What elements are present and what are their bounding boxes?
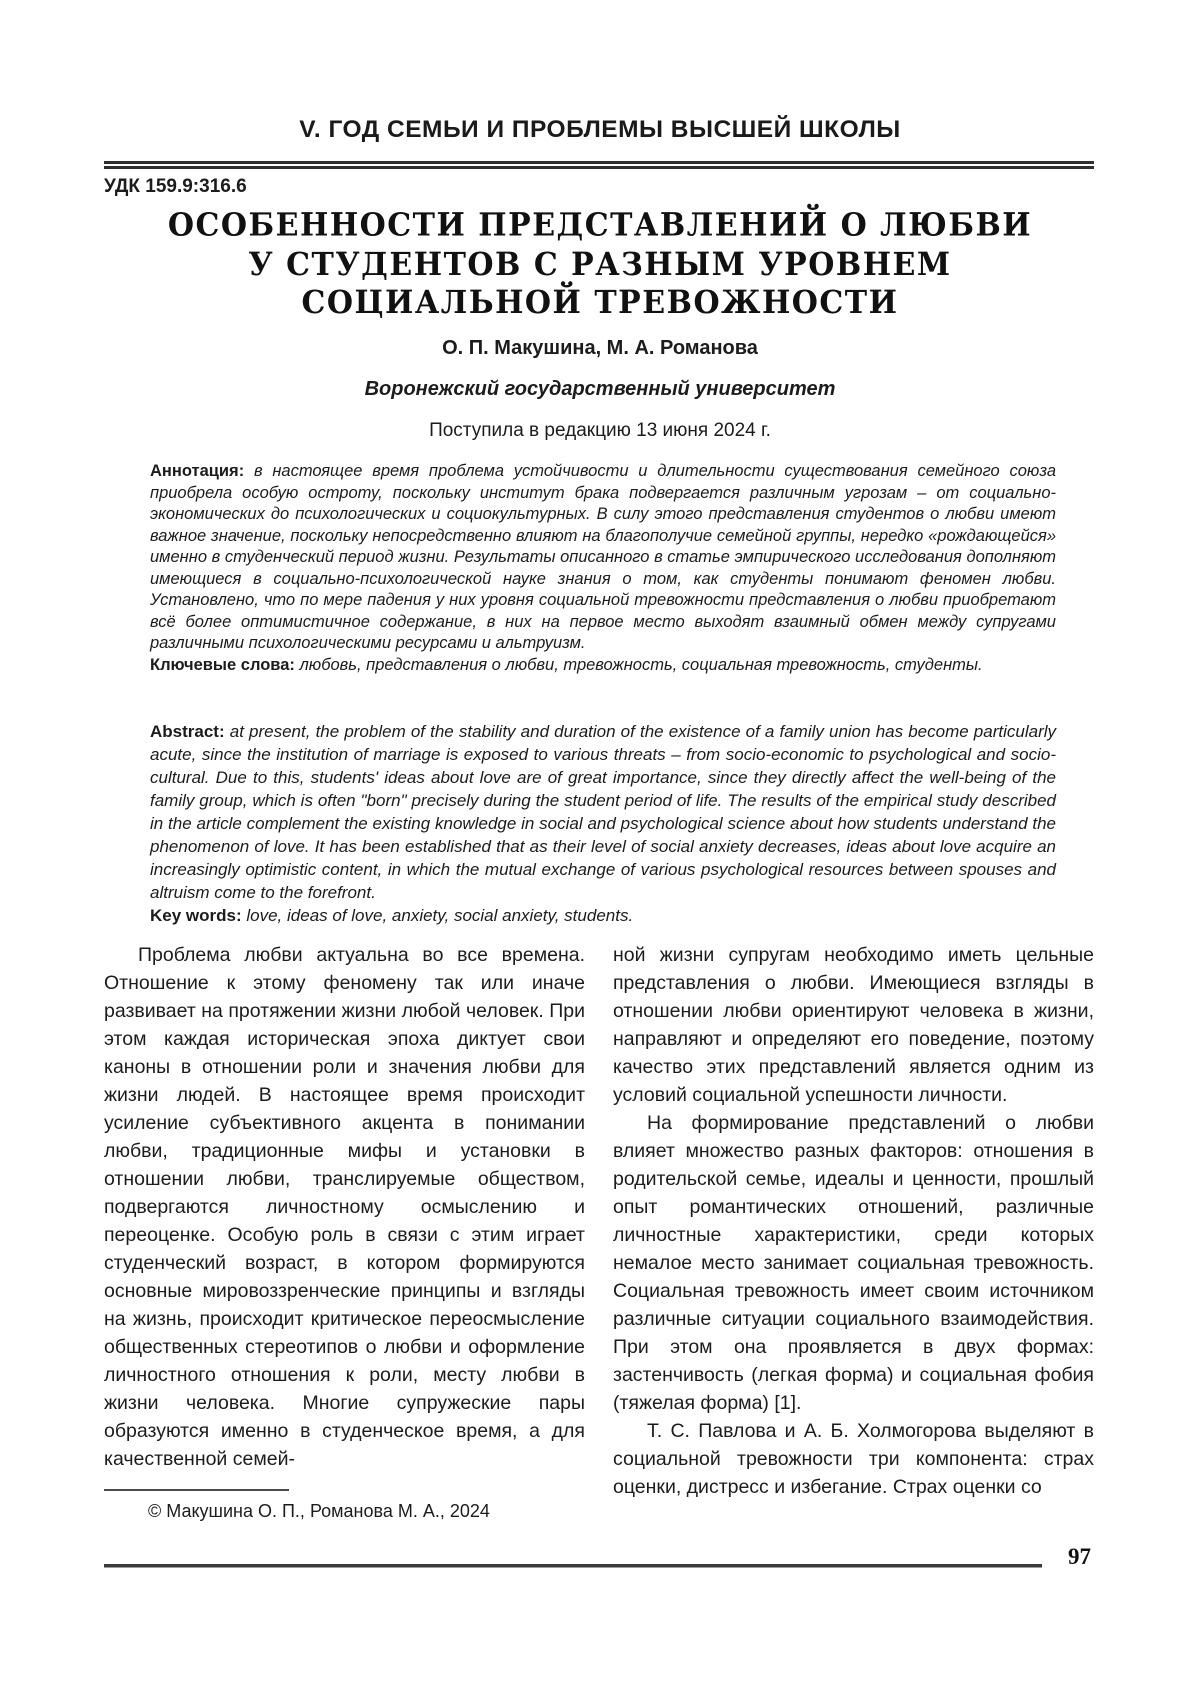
footnote-divider [104,1489,289,1491]
abstract-paragraph [150,720,1056,904]
footer-divider [104,1564,1042,1568]
article-title-line-2: У СТУДЕНТОВ С РАЗНЫМ УРОВНЕМ [248,245,952,283]
header-divider [104,161,1094,169]
udc-code: УДК 159.9:316.6 [104,176,247,197]
body-paragraph: Т. С. Павлова и А. Б. Холмогорова выделяют в социальной тревожности три компонента: страх оценки, дистресс и избегание. Страх оценки со [613,1420,1094,1498]
abstract-block [150,720,1056,927]
right-column [613,941,1094,1566]
annotation-paragraph [150,461,1056,655]
abstract-label: Abstract: [150,722,225,741]
left-column [104,941,585,1566]
key-words-text: love, ideas of love, anxiety, social anxiety, students. [246,906,634,925]
authors-line: О. П. Макушина, М. А. Романова [442,337,758,359]
received-date: Поступила в редакцию 13 июня 2024 г. [429,420,771,441]
annotation-label: Аннотация: [150,462,245,480]
body-paragraph: ной жизни супругам необходимо иметь цельные представления о любви. Имеющиеся взгляды в отношении любви ориентируют человека в жизни, направляют и определяют его поведение, поэтому качество этих представлений является одним из условий социальной успешности личности. [613,944,1094,1106]
keywords-text: любовь, представления о любви, тревожность, социальная тревожность, студенты. [299,655,983,674]
body-paragraph: На формирование представлений о любви влияет множество разных факторов: отношения в родительской семье, идеалы и ценности, прошлый опыт романтических отношений, различные личностные характеристики, среди которых немалое место занимает социальная тревожность. Социальная тревожность имеет своим источником различные ситуации социального взаимодействия. При этом она проявляется в двух формах: застенчивость (легкая форма) и социальная фобия (тяжелая форма) [1]. [613,1112,1094,1414]
key-words-label: Key words: [150,906,242,925]
article-title [0,207,1200,323]
abstract-text: at present, the problem of the stability and duration of the existence of a family union has become particularly acute, since the institution of marriage is exposed to various threats – from socio-economic to psychological and socio-cultural. Due to this, students' ideas about love are of great importance, since they directly affect the well-being of the family group, which is often "born" precisely during the student period of life. The results of the empirical study described in the article complement the existing knowledge in social and psychological science about how students understand the phenomenon of love. It has been established that as their level of social anxiety decreases, ideas about love acquire an increasingly optimistic content, in which the mutual exchange of various psychological resources between spouses and altruism come to the forefront. [150,722,1057,902]
key-words-paragraph [150,904,1056,927]
keywords-label: Ключевые слова: [150,655,295,674]
affiliation-line: Воронежский государственный университет [364,378,836,400]
article-title-line-3: СОЦИАЛЬНОЙ ТРЕВОЖНОСТИ [301,284,899,322]
body-paragraph: Проблема любви актуальна во все времена. Отношение к этому феномену так или иначе развивает на протяжении жизни любой человек. При этом каждая историческая эпоха диктует свои каноны в отношении роли и значения любви для жизни людей. В настоящее время происходит усиление субъективного акцента в понимании любви, традиционные мифы и установки в отношении любви, транслируемые обществом, подвергаются личностному осмыслению и переоценке. Особую роль в связи с этим играет студенческий возраст, в котором формируются основные мировоззренческие принципы и взгляды на жизнь, происходит критическое переосмысление общественных стереотипов о любви и оформление личностного отношения к роли, месту любви в жизни человека. Многие супружеские пары образуются именно в студенческое время, а для качественной семей- [104,944,585,1470]
keywords-paragraph [150,655,1056,677]
section-header: V. ГОД СЕМЬИ И ПРОБЛЕМЫ ВЫСШЕЙ ШКОЛЫ [299,116,901,143]
body-columns [104,941,1094,1566]
page-number: 97 [1068,1544,1091,1569]
copyright-line: © Макушина О. П., Романова М. А., 2024 [148,1501,490,1521]
header-divider-bottom-line [104,166,1094,169]
annotation-block [150,461,1056,676]
annotation-text: в настоящее время проблема устойчивости и длительности существования семейного союза приобрела особую остроту, поскольку институт брака подвергается различным угрозам – от социально-экономических до психологических и социокультурных. В силу этого представления студентов о любви имеют важное значение, поскольку непосредственно влияют на благополучие семейной группы, нередко «рождающейся» именно в студенческий период жизни. Результаты описанного в статье эмпирического исследования дополняют имеющиеся в социально-психологической науке знания о том, как студенты понимают феномен любви. Установлено, что по мере падения у них уровня социальной тревожности представления о любви приобретают всё более оптимистичное содержание, в них на первое место выходят взаимный обмен между супругами различными психологическими ресурсами и альтруизм. [150,462,1056,652]
article-title-line-1: ОСОБЕННОСТИ ПРЕДСТАВЛЕНИЙ О ЛЮБВИ [167,207,1033,245]
